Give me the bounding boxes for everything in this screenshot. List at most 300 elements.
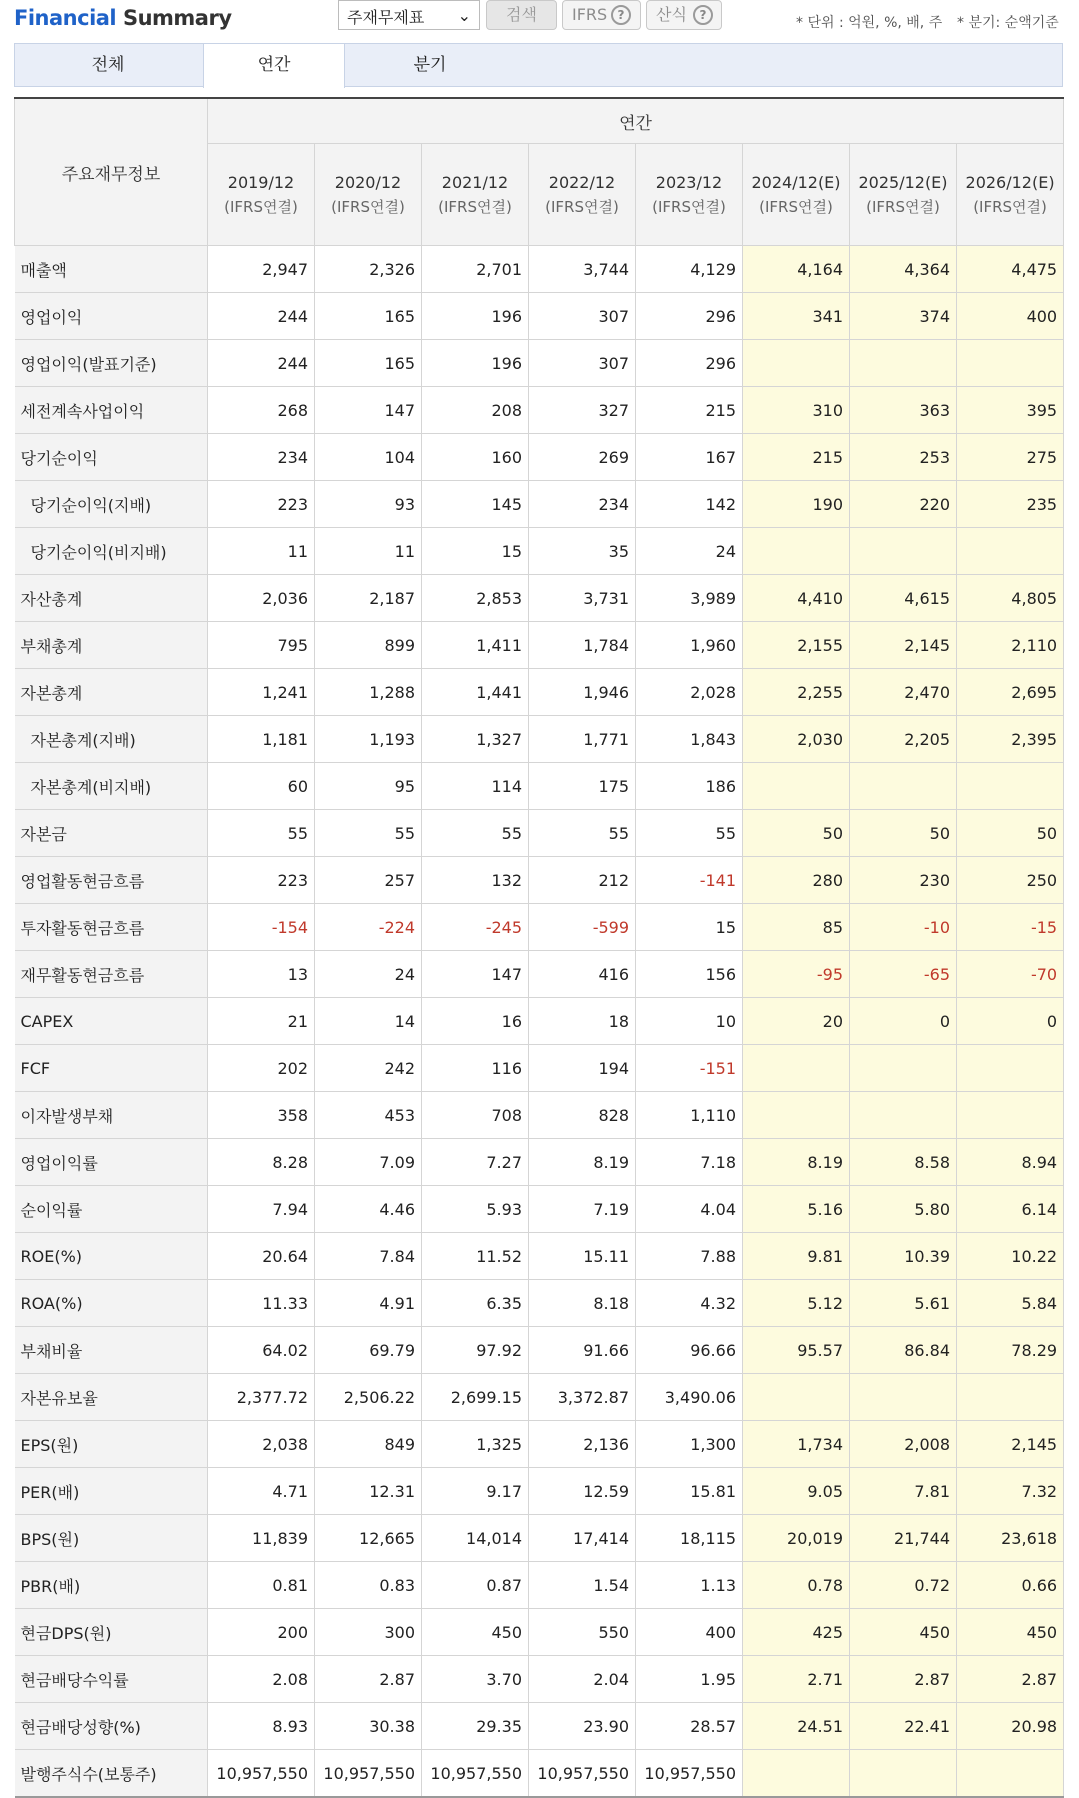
table-cell: 1,193 — [315, 716, 422, 763]
table-cell: 244 — [208, 340, 315, 387]
tab-annual[interactable]: 연간 — [203, 44, 345, 88]
table-cell — [743, 1045, 850, 1092]
table-cell: 849 — [315, 1421, 422, 1468]
table-cell: 4,475 — [957, 246, 1064, 293]
period-basis: (IFRS연결) — [652, 197, 726, 216]
table-cell: 341 — [743, 293, 850, 340]
table-cell: 1,946 — [529, 669, 636, 716]
table-cell: 828 — [529, 1092, 636, 1139]
table-cell: 1,784 — [529, 622, 636, 669]
table-cell: 20.64 — [208, 1233, 315, 1280]
table-cell: 21,744 — [850, 1515, 957, 1562]
period-date: 2024/12(E) — [751, 172, 841, 192]
table-cell: 30.38 — [315, 1703, 422, 1750]
table-cell: 20 — [743, 998, 850, 1045]
table-cell: 327 — [529, 387, 636, 434]
table-cell: 2,028 — [636, 669, 743, 716]
table-cell: 10,957,550 — [315, 1750, 422, 1798]
table-cell: 899 — [315, 622, 422, 669]
formula-label: 산식 — [656, 5, 687, 24]
table-cell: 10,957,550 — [636, 1750, 743, 1798]
table-row — [15, 810, 1064, 857]
table-cell: 11.33 — [208, 1280, 315, 1327]
table-cell: 9.17 — [422, 1468, 529, 1515]
row-label: 자본총계(비지배) — [15, 763, 208, 810]
table-cell: 55 — [636, 810, 743, 857]
table-cell: 50 — [850, 810, 957, 857]
period-header — [850, 144, 957, 246]
table-row — [15, 1280, 1064, 1327]
table-cell: 3,744 — [529, 246, 636, 293]
table-cell: 175 — [529, 763, 636, 810]
table-cell: 275 — [957, 434, 1064, 481]
table-cell: 2.04 — [529, 1656, 636, 1703]
table-cell: 167 — [636, 434, 743, 481]
table-cell: 1,325 — [422, 1421, 529, 1468]
table-cell: 1,771 — [529, 716, 636, 763]
row-label: PER(배) — [15, 1468, 208, 1515]
table-cell: 708 — [422, 1092, 529, 1139]
table-cell: 11.52 — [422, 1233, 529, 1280]
table-cell: 4,410 — [743, 575, 850, 622]
table-cell: 95 — [315, 763, 422, 810]
table-cell: 0.72 — [850, 1562, 957, 1609]
table-cell: 0.81 — [208, 1562, 315, 1609]
table-cell: 1,181 — [208, 716, 315, 763]
table-row — [15, 1092, 1064, 1139]
table-cell: -10 — [850, 904, 957, 951]
table-cell: 234 — [208, 434, 315, 481]
table-cell: 18 — [529, 998, 636, 1045]
table-cell: 223 — [208, 857, 315, 904]
table-row — [15, 1045, 1064, 1092]
table-cell: 2,036 — [208, 575, 315, 622]
table-cell: 2.87 — [315, 1656, 422, 1703]
table-cell: 86.84 — [850, 1327, 957, 1374]
table-row — [15, 857, 1064, 904]
table-cell: 4.46 — [315, 1186, 422, 1233]
table-cell: 114 — [422, 763, 529, 810]
table-cell: 64.02 — [208, 1327, 315, 1374]
table-cell: 10,957,550 — [422, 1750, 529, 1798]
table-row — [15, 998, 1064, 1045]
table-cell: 11,839 — [208, 1515, 315, 1562]
row-label: ROE(%) — [15, 1233, 208, 1280]
table-row — [15, 1468, 1064, 1515]
table-cell — [850, 528, 957, 575]
title-part1: Financial — [14, 6, 117, 30]
table-cell: 145 — [422, 481, 529, 528]
period-basis: (IFRS연결) — [973, 197, 1047, 216]
table-cell: 18,115 — [636, 1515, 743, 1562]
table-cell: 4.04 — [636, 1186, 743, 1233]
table-cell: 156 — [636, 951, 743, 998]
table-cell: 5.93 — [422, 1186, 529, 1233]
table-cell: 2,136 — [529, 1421, 636, 1468]
table-cell: 8.93 — [208, 1703, 315, 1750]
table-cell: 17,414 — [529, 1515, 636, 1562]
period-basis: (IFRS연결) — [224, 197, 298, 216]
table-cell: 4.71 — [208, 1468, 315, 1515]
table-row — [15, 293, 1064, 340]
table-cell: 2,145 — [957, 1421, 1064, 1468]
table-cell: 2,470 — [850, 669, 957, 716]
table-cell: 1.95 — [636, 1656, 743, 1703]
table-cell: 1,411 — [422, 622, 529, 669]
table-cell: 21 — [208, 998, 315, 1045]
table-cell: 15 — [422, 528, 529, 575]
table-cell: 28.57 — [636, 1703, 743, 1750]
table-row — [15, 904, 1064, 951]
table-cell: 20,019 — [743, 1515, 850, 1562]
table-cell: 400 — [957, 293, 1064, 340]
table-cell: 8.94 — [957, 1139, 1064, 1186]
table-cell: 160 — [422, 434, 529, 481]
table-cell: 9.05 — [743, 1468, 850, 1515]
table-row — [15, 1421, 1064, 1468]
table-cell: 450 — [422, 1609, 529, 1656]
table-cell: -154 — [208, 904, 315, 951]
table-row — [15, 246, 1064, 293]
table-cell: 307 — [529, 293, 636, 340]
table-cell: 4,129 — [636, 246, 743, 293]
table-body — [15, 246, 1064, 1798]
table-cell: 15.11 — [529, 1233, 636, 1280]
table-cell: 55 — [529, 810, 636, 857]
table-cell — [850, 1092, 957, 1139]
table-cell: 215 — [636, 387, 743, 434]
table-cell: 795 — [208, 622, 315, 669]
table-cell: -95 — [743, 951, 850, 998]
table-cell — [957, 1750, 1064, 1798]
table-cell: 2,853 — [422, 575, 529, 622]
table-cell: 147 — [422, 951, 529, 998]
table-cell: 97.92 — [422, 1327, 529, 1374]
table-cell: 2,145 — [850, 622, 957, 669]
table-cell: 1,110 — [636, 1092, 743, 1139]
table-cell: -141 — [636, 857, 743, 904]
table-cell: 453 — [315, 1092, 422, 1139]
table-cell: 165 — [315, 293, 422, 340]
table-cell: 7.88 — [636, 1233, 743, 1280]
tab-all[interactable]: 전체 — [91, 55, 125, 75]
table-cell: 269 — [529, 434, 636, 481]
table-row — [15, 763, 1064, 810]
table-row — [15, 528, 1064, 575]
table-row — [15, 1750, 1064, 1798]
table-row — [15, 1186, 1064, 1233]
row-label: PBR(배) — [15, 1562, 208, 1609]
row-label: 자본금 — [15, 810, 208, 857]
table-cell: 196 — [422, 293, 529, 340]
table-cell: 5.61 — [850, 1280, 957, 1327]
table-cell: 142 — [636, 481, 743, 528]
table-cell: 7.19 — [529, 1186, 636, 1233]
table-cell: 85 — [743, 904, 850, 951]
question-circle-icon: ? — [611, 5, 631, 25]
period-header — [529, 144, 636, 246]
table-cell: 165 — [315, 340, 422, 387]
table-cell: 0.87 — [422, 1562, 529, 1609]
table-cell: 16 — [422, 998, 529, 1045]
period-header — [208, 144, 315, 246]
table-cell: 13 — [208, 951, 315, 998]
table-cell: 69.79 — [315, 1327, 422, 1374]
table-row — [15, 575, 1064, 622]
row-label: ROA(%) — [15, 1280, 208, 1327]
table-cell — [743, 763, 850, 810]
table-cell: 3,731 — [529, 575, 636, 622]
period-tabs — [14, 43, 1063, 87]
table-cell — [743, 340, 850, 387]
table-cell: 93 — [315, 481, 422, 528]
table-cell: -70 — [957, 951, 1064, 998]
table-cell: 104 — [315, 434, 422, 481]
table-cell: 212 — [529, 857, 636, 904]
table-cell — [743, 528, 850, 575]
table-cell: 14 — [315, 998, 422, 1045]
row-label: 부채총계 — [15, 622, 208, 669]
period-basis: (IFRS연결) — [759, 197, 833, 216]
table-cell: 91.66 — [529, 1327, 636, 1374]
page-title — [14, 6, 232, 30]
row-label: 자산총계 — [15, 575, 208, 622]
table-cell: -151 — [636, 1045, 743, 1092]
table-cell: 244 — [208, 293, 315, 340]
table-cell: 2,008 — [850, 1421, 957, 1468]
table-cell: -599 — [529, 904, 636, 951]
row-label: 당기순이익(지배) — [15, 481, 208, 528]
table-cell: 1.13 — [636, 1562, 743, 1609]
table-cell: 0.83 — [315, 1562, 422, 1609]
period-basis: (IFRS연결) — [545, 197, 619, 216]
table-cell: 196 — [422, 340, 529, 387]
table-cell — [957, 528, 1064, 575]
table-row — [15, 1656, 1064, 1703]
table-cell: 4,805 — [957, 575, 1064, 622]
row-label: 재무활동현금흐름 — [15, 951, 208, 998]
period-header — [315, 144, 422, 246]
table-cell: 280 — [743, 857, 850, 904]
table-cell: 96.66 — [636, 1327, 743, 1374]
row-label: 세전계속사업이익 — [15, 387, 208, 434]
row-label: 매출액 — [15, 246, 208, 293]
period-date: 2020/12 — [334, 172, 402, 192]
table-cell: 1,734 — [743, 1421, 850, 1468]
table-cell: 12,665 — [315, 1515, 422, 1562]
table-row — [15, 387, 1064, 434]
table-cell: 7.81 — [850, 1468, 957, 1515]
table-cell: 132 — [422, 857, 529, 904]
table-cell: 8.19 — [743, 1139, 850, 1186]
ifrs-label: IFRS — [572, 5, 608, 24]
row-label: 현금배당수익률 — [15, 1656, 208, 1703]
table-row — [15, 340, 1064, 387]
table-cell: 2,030 — [743, 716, 850, 763]
table-cell: 208 — [422, 387, 529, 434]
table-cell: 2,377.72 — [208, 1374, 315, 1421]
table-cell: 400 — [636, 1609, 743, 1656]
table-cell: 190 — [743, 481, 850, 528]
table-row — [15, 716, 1064, 763]
table-cell: 55 — [208, 810, 315, 857]
table-cell: 2,255 — [743, 669, 850, 716]
table-cell: 2,110 — [957, 622, 1064, 669]
row-label: FCF — [15, 1045, 208, 1092]
table-cell: 2,187 — [315, 575, 422, 622]
table-cell: 2.71 — [743, 1656, 850, 1703]
period-date: 2025/12(E) — [858, 172, 948, 192]
table-cell: 257 — [315, 857, 422, 904]
table-cell: 2.08 — [208, 1656, 315, 1703]
search-button[interactable]: 검색 — [486, 0, 557, 30]
row-label: 부채비율 — [15, 1327, 208, 1374]
row-label: CAPEX — [15, 998, 208, 1045]
table-cell: 55 — [315, 810, 422, 857]
table-cell: 1,441 — [422, 669, 529, 716]
table-cell — [743, 1374, 850, 1421]
table-header — [15, 98, 1064, 246]
table-cell: 4.32 — [636, 1280, 743, 1327]
table-cell: 395 — [957, 387, 1064, 434]
row-label: 영업활동현금흐름 — [15, 857, 208, 904]
table-cell: 24 — [315, 951, 422, 998]
period-header — [422, 144, 529, 246]
corner-label: 주요재무정보 — [15, 98, 208, 246]
table-cell: 5.16 — [743, 1186, 850, 1233]
period-header — [957, 144, 1064, 246]
period-date: 2021/12 — [441, 172, 509, 192]
period-date: 2023/12 — [655, 172, 723, 192]
table-row — [15, 1374, 1064, 1421]
table-cell: 450 — [957, 1609, 1064, 1656]
statement-type-value: 주재무제표 — [347, 8, 425, 27]
table-cell: 20.98 — [957, 1703, 1064, 1750]
table-cell: 50 — [957, 810, 1064, 857]
title-part2: Summary — [122, 6, 232, 30]
table-cell: 235 — [957, 481, 1064, 528]
table-cell: -65 — [850, 951, 957, 998]
table-row — [15, 1609, 1064, 1656]
table-cell: 8.19 — [529, 1139, 636, 1186]
table-cell: 10.39 — [850, 1233, 957, 1280]
table-cell — [957, 1045, 1064, 1092]
table-cell: 300 — [315, 1609, 422, 1656]
table-cell: 12.59 — [529, 1468, 636, 1515]
period-date: 2026/12(E) — [965, 172, 1055, 192]
table-cell: 4,364 — [850, 246, 957, 293]
table-cell: 10,957,550 — [208, 1750, 315, 1798]
period-header — [743, 144, 850, 246]
row-label: 발행주식수(보통주) — [15, 1750, 208, 1798]
table-cell: 200 — [208, 1609, 315, 1656]
table-cell: 242 — [315, 1045, 422, 1092]
ifrs-help-button[interactable] — [562, 0, 641, 30]
table-cell — [850, 763, 957, 810]
table-cell: 5.84 — [957, 1280, 1064, 1327]
period-header — [636, 144, 743, 246]
question-circle-icon: ? — [693, 5, 713, 25]
table-cell: 7.94 — [208, 1186, 315, 1233]
financial-table — [14, 97, 1064, 1798]
table-cell — [957, 1374, 1064, 1421]
header-bar — [0, 0, 1079, 40]
table-cell: 550 — [529, 1609, 636, 1656]
formula-help-button[interactable] — [646, 0, 722, 30]
table-row — [15, 1515, 1064, 1562]
statement-type-select[interactable] — [338, 0, 480, 30]
table-cell: -224 — [315, 904, 422, 951]
table-cell: 8.18 — [529, 1280, 636, 1327]
table-cell: 7.32 — [957, 1468, 1064, 1515]
table-cell: 1,960 — [636, 622, 743, 669]
table-cell: 6.14 — [957, 1186, 1064, 1233]
table-cell: 2,699.15 — [422, 1374, 529, 1421]
table-cell: 2,506.22 — [315, 1374, 422, 1421]
table-cell: 1.54 — [529, 1562, 636, 1609]
table-cell: 7.09 — [315, 1139, 422, 1186]
table-cell: 11 — [315, 528, 422, 575]
row-label: 순이익률 — [15, 1186, 208, 1233]
table-cell: 363 — [850, 387, 957, 434]
period-basis: (IFRS연결) — [866, 197, 940, 216]
table-cell: -245 — [422, 904, 529, 951]
table-cell: 50 — [743, 810, 850, 857]
row-label: 자본유보율 — [15, 1374, 208, 1421]
table-cell: 220 — [850, 481, 957, 528]
table-cell: 223 — [208, 481, 315, 528]
table-cell: 3.70 — [422, 1656, 529, 1703]
table-cell: 2,155 — [743, 622, 850, 669]
table-cell — [957, 763, 1064, 810]
table-cell: 250 — [957, 857, 1064, 904]
table-cell: 22.41 — [850, 1703, 957, 1750]
table-cell: 55 — [422, 810, 529, 857]
table-cell — [850, 340, 957, 387]
row-label: 영업이익(발표기준) — [15, 340, 208, 387]
tab-quarter[interactable]: 분기 — [413, 55, 447, 75]
table-cell: 4,615 — [850, 575, 957, 622]
table-cell: 147 — [315, 387, 422, 434]
quarter-note: * 분기: 순액기준 — [957, 15, 1059, 31]
table-cell: 374 — [850, 293, 957, 340]
table-cell: 0.66 — [957, 1562, 1064, 1609]
table-cell: 4.91 — [315, 1280, 422, 1327]
table-cell: 2,695 — [957, 669, 1064, 716]
table-cell: 3,372.87 — [529, 1374, 636, 1421]
row-label: EPS(원) — [15, 1421, 208, 1468]
table-cell: 78.29 — [957, 1327, 1064, 1374]
table-cell: 12.31 — [315, 1468, 422, 1515]
table-cell: 23,618 — [957, 1515, 1064, 1562]
table-cell: 14,014 — [422, 1515, 529, 1562]
period-basis: (IFRS연결) — [331, 197, 405, 216]
table-cell: 7.18 — [636, 1139, 743, 1186]
row-label: BPS(원) — [15, 1515, 208, 1562]
table-cell: 24.51 — [743, 1703, 850, 1750]
table-cell: 202 — [208, 1045, 315, 1092]
row-label: 현금배당성향(%) — [15, 1703, 208, 1750]
table-cell: 425 — [743, 1609, 850, 1656]
table-cell: 0.78 — [743, 1562, 850, 1609]
chevron-down-icon: ⌄ — [457, 6, 471, 25]
table-cell: 296 — [636, 340, 743, 387]
table-row — [15, 669, 1064, 716]
table-cell: 8.58 — [850, 1139, 957, 1186]
table-cell: 2,326 — [315, 246, 422, 293]
table-row — [15, 1139, 1064, 1186]
table-cell: 10,957,550 — [529, 1750, 636, 1798]
